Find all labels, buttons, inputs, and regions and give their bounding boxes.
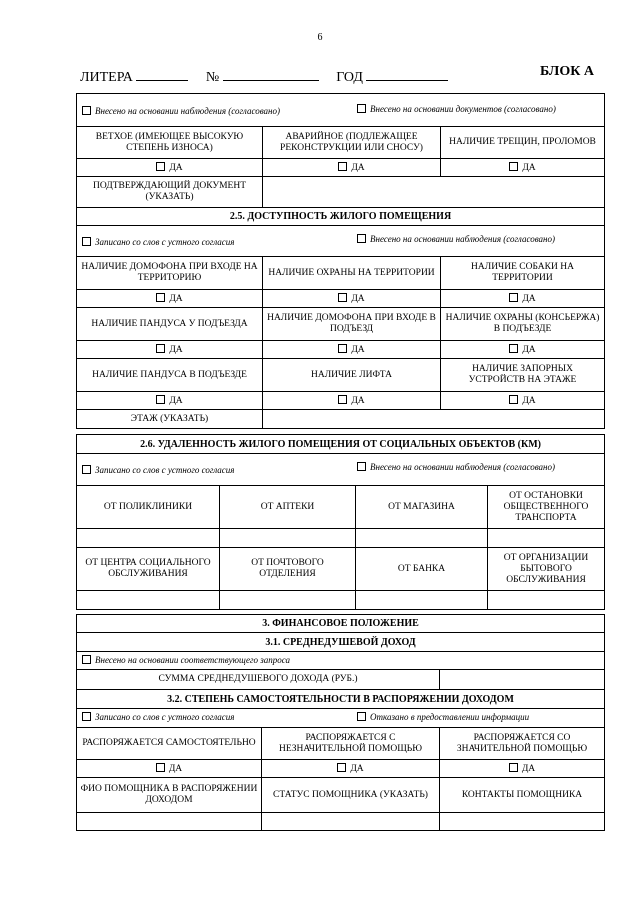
checkbox-icon[interactable] bbox=[82, 237, 91, 246]
services-distance-field[interactable] bbox=[488, 591, 605, 610]
elevator-label: НАЛИЧИЕ ЛИФТА bbox=[263, 359, 441, 392]
checkbox-icon[interactable] bbox=[338, 162, 347, 171]
checkbox-icon[interactable] bbox=[82, 465, 91, 474]
helper-name-label: ФИО ПОМОЩНИКА В РАСПОРЯЖЕНИИ ДОХОДОМ bbox=[77, 778, 262, 813]
dog-territory-label: НАЛИЧИЕ СОБАКИ НА ТЕРРИТОРИИ bbox=[441, 257, 605, 290]
yes-option[interactable]: ДА bbox=[263, 159, 441, 177]
self-managed-label: РАСПОРЯЖАЕТСЯ САМОСТОЯТЕЛЬНО bbox=[77, 728, 262, 760]
section-3-title: 3. ФИНАНСОВОЕ ПОЛОЖЕНИЕ bbox=[77, 615, 605, 633]
security-territory-label: НАЛИЧИЕ ОХРАНЫ НА ТЕРРИТОРИИ bbox=[263, 257, 441, 290]
checkbox-icon[interactable] bbox=[357, 104, 366, 113]
income-source-row[interactable]: Внесено на основании соответствующего запроса bbox=[77, 652, 605, 670]
page-number: 6 bbox=[317, 32, 323, 43]
accessibility-source-row bbox=[77, 226, 605, 257]
autonomy-option-oral[interactable]: Записано со слов с устного согласия bbox=[82, 712, 357, 724]
checkbox-icon[interactable] bbox=[337, 763, 346, 772]
distance-source-row bbox=[77, 454, 605, 486]
checkbox-icon[interactable] bbox=[509, 344, 518, 353]
confirming-document-label: ПОДТВЕРЖДАЮЩИЙ ДОКУМЕНТ (УКАЗАТЬ) bbox=[77, 177, 263, 208]
major-help-label: РАСПОРЯЖАЕТСЯ СО ЗНАЧИТЕЛЬНОЙ ПОМОЩЬЮ bbox=[440, 728, 605, 760]
checkbox-icon[interactable] bbox=[509, 293, 518, 302]
yes-option[interactable]: ДА bbox=[263, 392, 441, 410]
checkbox-icon[interactable] bbox=[156, 763, 165, 772]
section-2-5-title: 2.5. ДОСТУПНОСТЬ ЖИЛОГО ПОМЕЩЕНИЯ bbox=[77, 208, 605, 226]
distance-option-oral[interactable]: Записано со слов с устного согласия bbox=[82, 462, 357, 477]
year-label: ГОД bbox=[336, 70, 363, 85]
form-header bbox=[80, 68, 448, 86]
litera-field[interactable] bbox=[136, 68, 188, 81]
number-field[interactable] bbox=[223, 68, 319, 81]
yes-option[interactable]: ДА bbox=[440, 760, 605, 778]
checkbox-icon[interactable] bbox=[509, 395, 518, 404]
litera-label: ЛИТЕРА bbox=[80, 70, 133, 85]
checkbox-icon[interactable] bbox=[156, 395, 165, 404]
checkbox-icon[interactable] bbox=[509, 763, 518, 772]
helper-contacts-label: КОНТАКТЫ ПОМОЩНИКА bbox=[440, 778, 605, 813]
condition-accessibility-table bbox=[76, 93, 604, 429]
intercom-territory-label: НАЛИЧИЕ ДОМОФОНА ПРИ ВХОДЕ НА ТЕРРИТОРИЮ bbox=[77, 257, 263, 290]
autonomy-source-row bbox=[77, 709, 605, 728]
bank-distance-label: ОТ БАНКА bbox=[356, 548, 488, 591]
pharmacy-distance-label: ОТ АПТЕКИ bbox=[220, 486, 356, 529]
transport-distance-field[interactable] bbox=[488, 529, 605, 548]
checkbox-icon[interactable] bbox=[357, 234, 366, 243]
yes-option[interactable]: ДА bbox=[263, 290, 441, 308]
checkbox-icon[interactable] bbox=[82, 655, 91, 664]
checkbox-icon[interactable] bbox=[509, 162, 518, 171]
confirming-document-field[interactable] bbox=[263, 177, 605, 208]
yes-option[interactable]: ДА bbox=[441, 290, 605, 308]
clinic-distance-field[interactable] bbox=[77, 529, 220, 548]
yes-option[interactable]: ДА bbox=[262, 760, 440, 778]
year-field[interactable] bbox=[366, 68, 448, 81]
section-3-2-title: 3.2. СТЕПЕНЬ САМОСТОЯТЕЛЬНОСТИ В РАСПОРЯЖЕНИИ ДОХОДОМ bbox=[77, 690, 605, 709]
checkbox-icon[interactable] bbox=[156, 344, 165, 353]
finance-table bbox=[76, 614, 604, 831]
condition-option-observation[interactable]: Внесено на основании наблюдения (согласовано) bbox=[82, 103, 357, 118]
yes-option[interactable]: ДА bbox=[77, 290, 263, 308]
distance-option-observation[interactable]: Внесено на основании наблюдения (согласовано) bbox=[357, 462, 557, 474]
income-sum-label: СУММА СРЕДНЕДУШЕВОГО ДОХОДА (РУБ.) bbox=[77, 670, 440, 690]
post-office-distance-field[interactable] bbox=[220, 591, 356, 610]
ramp-inside-label: НАЛИЧИЕ ПАНДУСА В ПОДЪЕЗДЕ bbox=[77, 359, 263, 392]
condition-option-documents[interactable]: Внесено на основании документов (согласовано) bbox=[357, 103, 557, 116]
block-label: БЛОК А bbox=[540, 64, 594, 79]
checkbox-icon[interactable] bbox=[82, 106, 91, 115]
store-distance-field[interactable] bbox=[356, 529, 488, 548]
checkbox-icon[interactable] bbox=[357, 712, 366, 721]
checkbox-icon[interactable] bbox=[338, 293, 347, 302]
checkbox-icon[interactable] bbox=[357, 462, 366, 471]
yes-option[interactable]: ДА bbox=[77, 392, 263, 410]
checkbox-icon[interactable] bbox=[156, 162, 165, 171]
floor-label: ЭТАЖ (УКАЗАТЬ) bbox=[77, 410, 263, 429]
bank-distance-field[interactable] bbox=[356, 591, 488, 610]
condition-emergency-label: АВАРИЙНОЕ (ПОДЛЕЖАЩЕЕ РЕКОНСТРУКЦИИ ИЛИ СНОСУ) bbox=[263, 127, 441, 159]
number-label: № bbox=[205, 70, 220, 85]
yes-option[interactable]: ДА bbox=[77, 341, 263, 359]
autonomy-option-refused[interactable]: Отказано в предоставлении информации bbox=[357, 712, 577, 724]
checkbox-icon[interactable] bbox=[156, 293, 165, 302]
services-distance-label: ОТ ОРГАНИЗАЦИИ БЫТОВОГО ОБСЛУЖИВАНИЯ bbox=[488, 548, 605, 591]
store-distance-label: ОТ МАГАЗИНА bbox=[356, 486, 488, 529]
income-sum-field[interactable] bbox=[440, 670, 605, 690]
post-office-distance-label: ОТ ПОЧТОВОГО ОТДЕЛЕНИЯ bbox=[220, 548, 356, 591]
yes-option[interactable]: ДА bbox=[77, 760, 262, 778]
yes-option[interactable]: ДА bbox=[77, 159, 263, 177]
clinic-distance-label: ОТ ПОЛИКЛИНИКИ bbox=[77, 486, 220, 529]
helper-contacts-field[interactable] bbox=[440, 813, 605, 831]
yes-option[interactable]: ДА bbox=[441, 392, 605, 410]
condition-source-row bbox=[77, 94, 605, 127]
condition-dilapidated-label: ВЕТХОЕ (ИМЕЮЩЕЕ ВЫСОКУЮ СТЕПЕНЬ ИЗНОСА) bbox=[77, 127, 263, 159]
concierge-label: НАЛИЧИЕ ОХРАНЫ (КОНСЬЕРЖА) В ПОДЪЕЗДЕ bbox=[441, 308, 605, 341]
floor-field[interactable] bbox=[263, 410, 605, 429]
section-3-1-title: 3.1. СРЕДНЕДУШЕВОЙ ДОХОД bbox=[77, 633, 605, 652]
transport-distance-label: ОТ ОСТАНОВКИ ОБЩЕСТВЕННОГО ТРАНСПОРТА bbox=[488, 486, 605, 529]
pharmacy-distance-field[interactable] bbox=[220, 529, 356, 548]
floor-locks-label: НАЛИЧИЕ ЗАПОРНЫХ УСТРОЙСТВ НА ЭТАЖЕ bbox=[441, 359, 605, 392]
helper-status-field[interactable] bbox=[262, 813, 440, 831]
minor-help-label: РАСПОРЯЖАЕТСЯ С НЕЗНАЧИТЕЛЬНОЙ ПОМОЩЬЮ bbox=[262, 728, 440, 760]
yes-option[interactable]: ДА bbox=[263, 341, 441, 359]
checkbox-icon[interactable] bbox=[338, 344, 347, 353]
accessibility-option-observation[interactable]: Внесено на основании наблюдения (согласовано) bbox=[357, 234, 557, 246]
social-center-distance-label: ОТ ЦЕНТРА СОЦИАЛЬНОГО ОБСЛУЖИВАНИЯ bbox=[77, 548, 220, 591]
yes-option[interactable]: ДА bbox=[441, 159, 605, 177]
social-center-distance-field[interactable] bbox=[77, 591, 220, 610]
checkbox-icon[interactable] bbox=[338, 395, 347, 404]
helper-name-field[interactable] bbox=[77, 813, 262, 831]
checkbox-icon[interactable] bbox=[82, 712, 91, 721]
ramp-entrance-label: НАЛИЧИЕ ПАНДУСА У ПОДЪЕЗДА bbox=[77, 308, 263, 341]
accessibility-option-oral[interactable]: Записано со слов с устного согласия bbox=[82, 234, 357, 249]
intercom-entrance-label: НАЛИЧИЕ ДОМОФОНА ПРИ ВХОДЕ В ПОДЪЕЗД bbox=[263, 308, 441, 341]
distance-table bbox=[76, 434, 604, 610]
condition-cracks-label: НАЛИЧИЕ ТРЕЩИН, ПРОЛОМОВ bbox=[441, 127, 605, 159]
yes-option[interactable]: ДА bbox=[441, 341, 605, 359]
helper-status-label: СТАТУС ПОМОЩНИКА (УКАЗАТЬ) bbox=[262, 778, 440, 813]
section-2-6-title: 2.6. УДАЛЕННОСТЬ ЖИЛОГО ПОМЕЩЕНИЯ ОТ СОЦИАЛЬНЫХ ОБЪЕКТОВ (КМ) bbox=[77, 435, 605, 454]
